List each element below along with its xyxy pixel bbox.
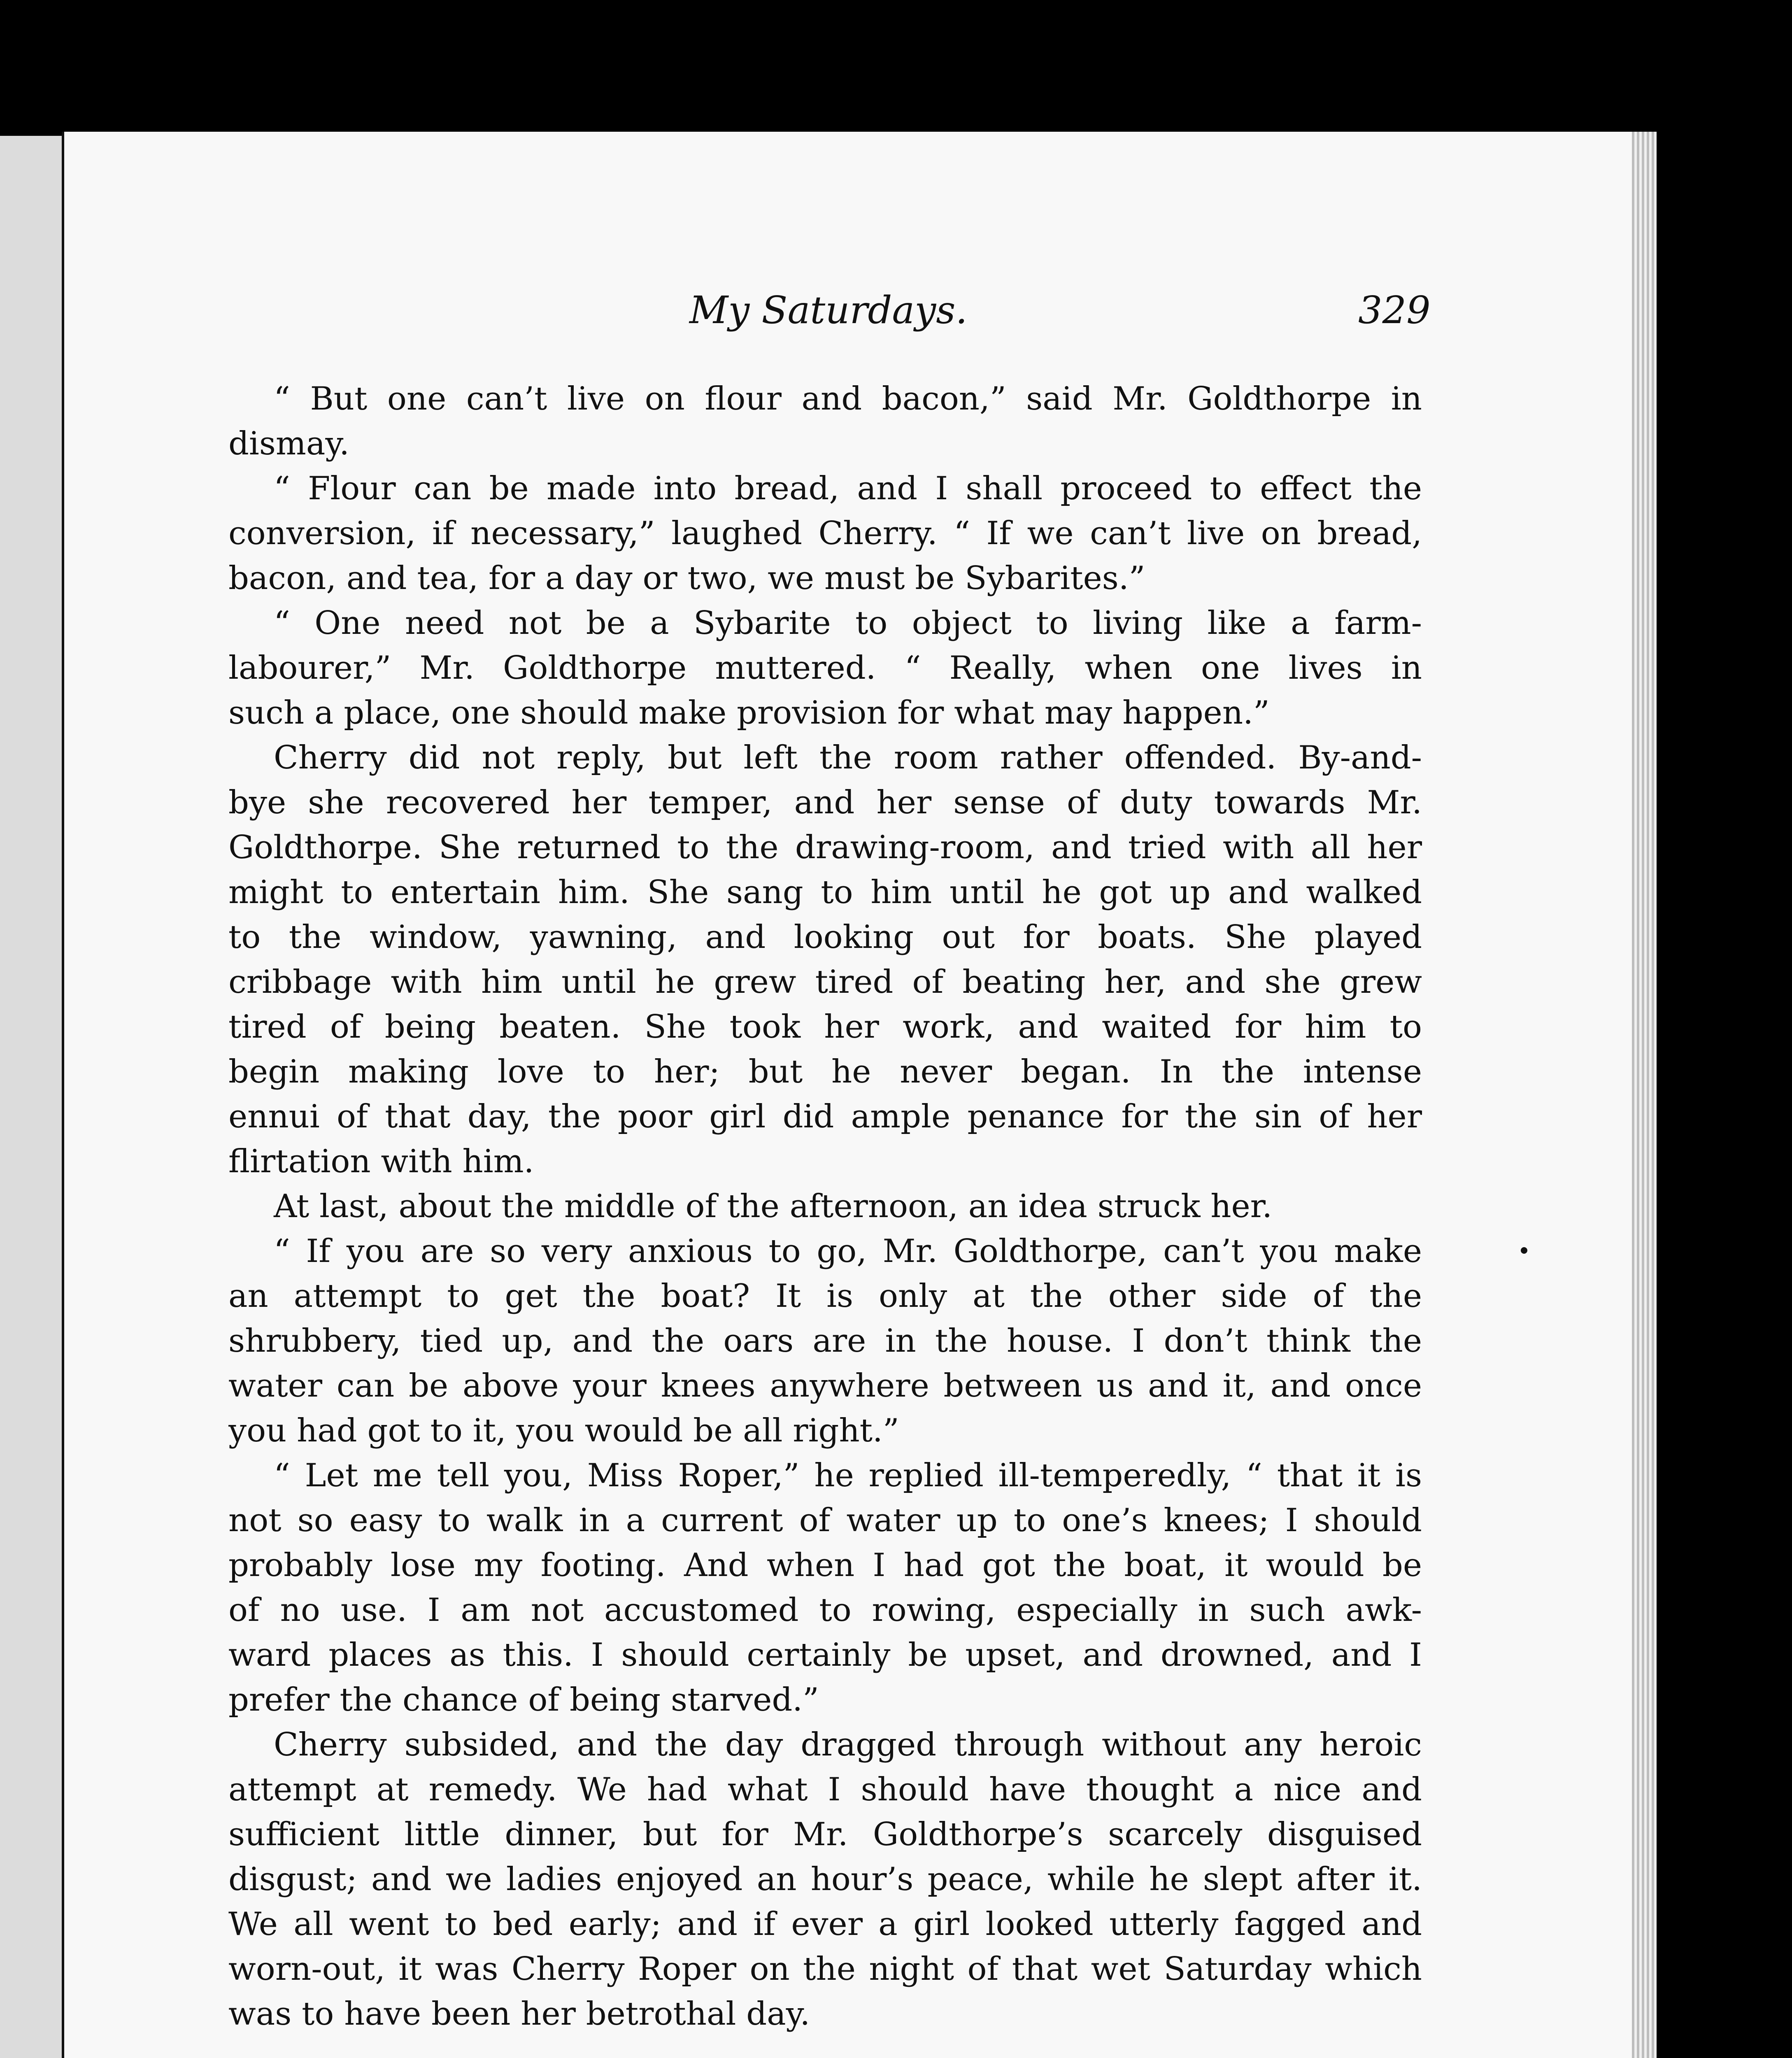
text-line: ennui of that day, the poor girl did ample penance for the sin of her xyxy=(228,1098,1422,1135)
text-line: begin making love to her; but he never began. In the intense xyxy=(228,1053,1422,1090)
text-line: “ Flour can be made into bread, and I shall proceed to effect the xyxy=(274,470,1422,507)
text-line: “ But one can’t live on flour and bacon,” said Mr. Goldthorpe in xyxy=(274,380,1422,417)
text-line: might to entertain him. She sang to him until he got up and walked xyxy=(228,874,1422,911)
text-line: At last, about the middle of the afternoon, an idea struck her. xyxy=(274,1188,1273,1225)
text-line: “ If you are so very anxious to go, Mr. Goldthorpe, can’t you make xyxy=(274,1233,1422,1270)
text-line: flirtation with him. xyxy=(228,1143,534,1180)
text-line: tired of being beaten. She took her work, and waited for him to xyxy=(228,1008,1422,1045)
text-line: Goldthorpe. She returned to the drawing-room, and tried with all her xyxy=(228,829,1422,866)
text-line: “ Let me tell you, Miss Roper,” he replied ill-temperedly, “ that it is xyxy=(274,1457,1422,1494)
text-line: worn-out, it was Cherry Roper on the night of that wet Saturday which xyxy=(228,1951,1422,1988)
text-line: prefer the chance of being starved.” xyxy=(228,1681,819,1718)
text-line: conversion, if necessary,” laughed Cherry. “ If we can’t live on bread, xyxy=(228,515,1422,552)
text-line: shrubbery, tied up, and the oars are in the house. I don’t think the xyxy=(228,1322,1422,1360)
facing-page-edge xyxy=(0,136,62,2058)
text-line: ward places as this. I should certainly be upset, and drowned, and I xyxy=(228,1637,1422,1674)
page-stack-edges xyxy=(1632,132,1657,2058)
text-line: “ One need not be a Sybarite to object to living like a farm- xyxy=(274,605,1422,642)
text-line: disgust; and we ladies enjoyed an hour’s peace, while he slept after it. xyxy=(228,1861,1422,1898)
text-line: cribbage with him until he grew tired of beating her, and she grew xyxy=(228,964,1422,1001)
text-line: you had got to it, you would be all right.” xyxy=(228,1412,899,1449)
text-line: to the window, yawning, and looking out for boats. She played xyxy=(228,919,1422,956)
running-title: My Saturdays. xyxy=(689,288,968,332)
text-line: sufficient little dinner, but for Mr. Goldthorpe’s scarcely disguised xyxy=(228,1816,1422,1853)
text-line: of no use. I am not accustomed to rowing, especially in such awk- xyxy=(228,1592,1422,1629)
ink-speck xyxy=(1521,1247,1527,1254)
text-line: bacon, and tea, for a day or two, we must be Sybarites.” xyxy=(228,560,1145,597)
text-line: attempt at remedy. We had what I should have thought a nice and xyxy=(228,1771,1422,1808)
text-line: not so easy to walk in a current of water up to one’s knees; I should xyxy=(228,1502,1422,1539)
text-block-chapter-end xyxy=(228,377,1422,2037)
text-line: was to have been her betrothal day. xyxy=(228,1995,810,2032)
text-line: Cherry subsided, and the day dragged through without any heroic xyxy=(274,1726,1422,1763)
body-text xyxy=(228,377,1422,2058)
text-line: probably lose my footing. And when I had got the boat, it would be xyxy=(228,1547,1422,1584)
text-line: labourer,” Mr. Goldthorpe muttered. “ Really, when one lives in xyxy=(228,650,1422,687)
text-line: dismay. xyxy=(228,425,349,462)
text-line: bye she recovered her temper, and her sense of duty towards Mr. xyxy=(228,784,1422,821)
running-head xyxy=(62,288,1634,342)
text-line: an attempt to get the boat? It is only at the other side of the xyxy=(228,1278,1422,1315)
text-line: such a place, one should make provision for what may happen.” xyxy=(228,694,1270,731)
page-number: 329 xyxy=(1358,288,1431,332)
text-line: Cherry did not reply, but left the room rather offended. By-and- xyxy=(274,739,1422,776)
text-line: water can be above your knees anywhere between us and it, and once xyxy=(228,1367,1422,1404)
text-line: We all went to bed early; and if ever a girl looked utterly fagged and xyxy=(228,1906,1422,1943)
